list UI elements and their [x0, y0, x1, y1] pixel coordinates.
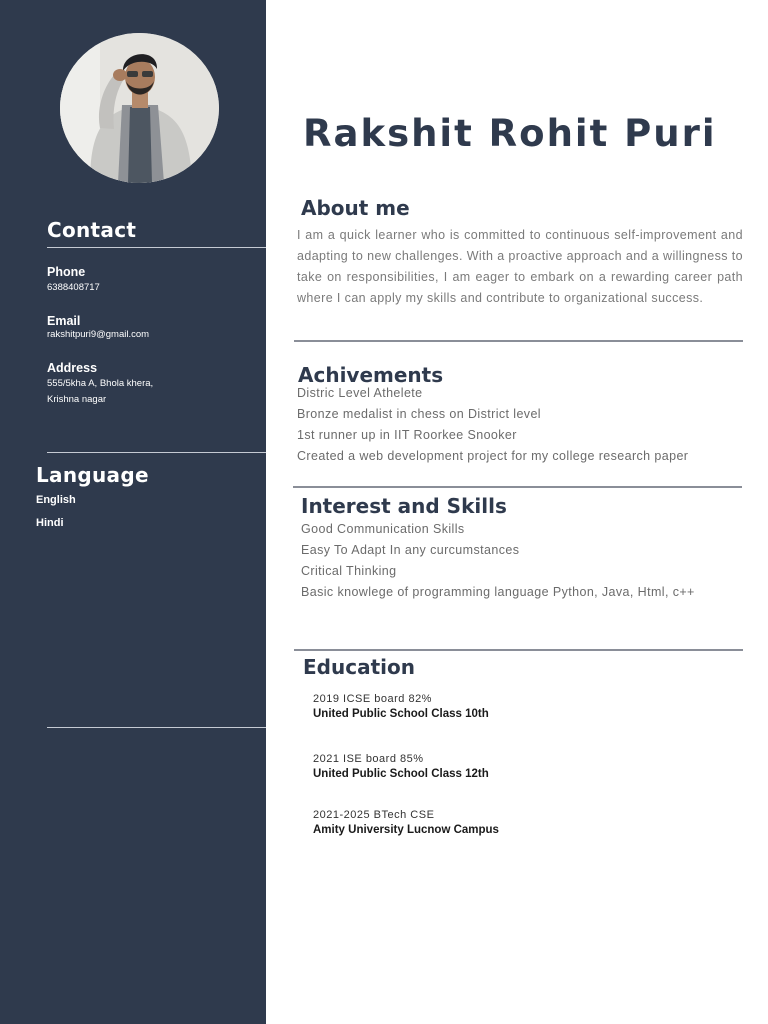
skill-item: Easy To Adapt In any curcumstances	[301, 543, 520, 557]
achievements-divider	[293, 486, 742, 488]
skills-heading: Interest and Skills	[301, 494, 507, 518]
skill-item: Critical Thinking	[301, 564, 397, 578]
language-item: Hindi	[36, 517, 64, 529]
achievements-list	[297, 383, 688, 467]
skills-list	[301, 519, 695, 603]
education-heading: Education	[303, 655, 415, 679]
language-heading: Language	[36, 463, 149, 487]
education-entry	[313, 808, 499, 838]
education-school: United Public School Class 10th	[313, 708, 489, 720]
achievement-item: Created a web development project for my college research paper	[297, 449, 689, 463]
language-item: English	[36, 494, 76, 506]
education-entry	[313, 752, 489, 782]
achievement-item: 1st runner up in IIT Roorkee Snooker	[297, 428, 517, 442]
achievement-item: Distric Level Athelete	[297, 386, 423, 400]
address-line-2: Krishna nagar	[47, 394, 107, 405]
about-divider	[294, 340, 743, 342]
email-value: rakshitpuri9@gmail.com	[47, 329, 150, 340]
skills-divider	[294, 649, 743, 651]
skill-item: Good Communication Skills	[301, 522, 465, 536]
sidebar-bottom-divider	[47, 727, 266, 728]
sidebar	[0, 0, 266, 1024]
skill-item: Basic knowlege of programming language Python, Java, Html, c++	[301, 585, 695, 599]
address-label: Address	[47, 361, 98, 375]
candidate-name: Rakshit Rohit Puri	[303, 112, 717, 155]
education-school: Amity University Lucnow Campus	[313, 824, 499, 836]
education-entry	[313, 692, 489, 722]
education-year: 2021-2025 BTech CSE	[313, 809, 435, 821]
about-text: I am a quick learner who is committed to continuous self-improvement and adapting to new challenges. With a proactive approach and a willingness to take on responsibilities, I am eager to embark on a rewarding career path where I can apply my skills and contribute to organizational success.	[297, 228, 743, 305]
address-line-1: 555/5kha A, Bhola khera,	[47, 378, 154, 389]
profile-photo-image	[60, 33, 219, 183]
profile-photo	[60, 33, 219, 183]
phone-value: 6388408717	[47, 282, 100, 293]
language-divider	[47, 452, 266, 453]
achievement-item: Bronze medalist in chess on District level	[297, 407, 541, 421]
education-year: 2021 ISE board 85%	[313, 753, 424, 765]
phone-label: Phone	[47, 265, 86, 279]
achievements-heading: Achivements	[298, 363, 444, 387]
contact-divider	[47, 247, 266, 248]
education-year: 2019 ICSE board 82%	[313, 693, 432, 705]
contact-heading: Contact	[47, 218, 137, 242]
about-heading: About me	[301, 196, 410, 220]
education-school: United Public School Class 12th	[313, 768, 489, 780]
email-label: Email	[47, 314, 81, 328]
